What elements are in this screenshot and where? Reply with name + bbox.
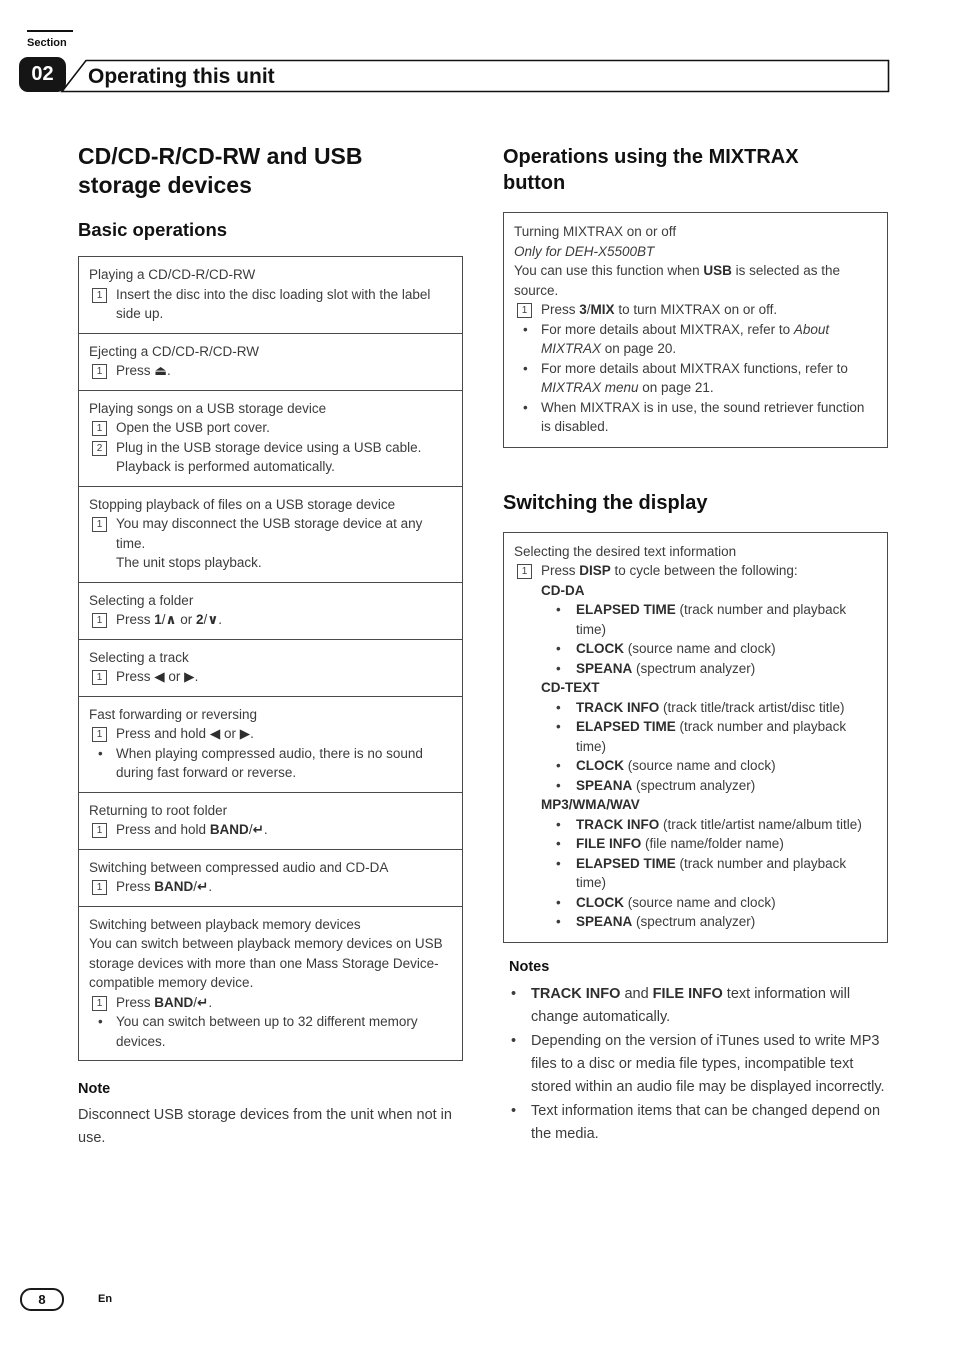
label-line [514, 795, 877, 815]
step-number: 1 [517, 303, 532, 318]
text-segment: Press and hold [116, 726, 210, 741]
text-segment: (track title/track artist/disc title) [659, 699, 845, 715]
text-segment: ⏏ [154, 363, 168, 378]
text-segment: (track title/artist name/album title) [659, 816, 862, 832]
text-segment: 2 [196, 612, 204, 627]
bullet-icon: • [523, 321, 528, 337]
text-segment: 1 [154, 612, 162, 627]
text-segment: . [194, 669, 199, 684]
text-segment: SPEANA [576, 660, 633, 676]
text-segment: Fast forwarding or reversing [89, 706, 258, 722]
text-segment: You may disconnect the USB storage device at any time. [116, 516, 423, 551]
language-label: En [98, 1293, 113, 1305]
text-segment: Selecting the desired text information [514, 543, 737, 559]
text-line [89, 801, 452, 821]
text-segment: CLOCK [576, 758, 624, 773]
text-segment: Press [116, 994, 155, 1010]
text-segment: Depending on the version of iTunes used to write MP3 files to a disc or media file types, incompatible text stored within an audio file may be displayed incorrectly. [531, 1032, 885, 1095]
step-item [89, 610, 452, 630]
text-line [89, 553, 452, 573]
text-segment: / [193, 994, 198, 1010]
bullet-item [514, 776, 877, 796]
text-segment: ◀ [154, 669, 165, 684]
text-segment: (spectrum analyzer) [632, 660, 756, 676]
text-segment: Selecting a track [89, 649, 189, 665]
text-line [514, 222, 877, 242]
text-segment: (track number and playback time) [576, 719, 847, 754]
text-segment: (spectrum analyzer) [632, 914, 756, 929]
step-item [89, 514, 452, 553]
text-segment: MP3/WMA/WAV [541, 797, 640, 812]
text-segment: / [586, 302, 591, 317]
content [78, 142, 888, 1150]
text-segment: CLOCK [576, 894, 624, 910]
text-segment: (source name and clock) [624, 758, 776, 773]
text-segment: and [620, 985, 653, 1002]
step-number: 1 [92, 421, 107, 436]
text-line [89, 648, 452, 668]
bullet-icon: • [523, 360, 528, 376]
step-item [89, 724, 452, 744]
bullet-item [514, 815, 877, 835]
bullet-item [514, 639, 877, 659]
text-line [89, 495, 452, 515]
mixtrax-box [503, 212, 888, 448]
text-segment: (source name and clock) [624, 894, 776, 910]
bullet-item [503, 983, 888, 1029]
text-line [89, 457, 452, 477]
text-segment: Open the USB port cover. [116, 420, 270, 435]
box-section [79, 333, 462, 390]
mixtrax-heading: Operations using the MIXTRAX button [503, 146, 799, 194]
step-item [89, 993, 452, 1013]
text-segment: Press [116, 363, 155, 378]
bullet-icon: • [511, 985, 517, 1002]
step-item [514, 561, 877, 581]
text-segment: (spectrum analyzer) [632, 777, 756, 793]
step-item [89, 418, 452, 438]
text-segment: (source name and clock) [624, 641, 776, 656]
text-segment: ▶ [184, 669, 195, 684]
text-segment: Turning MIXTRAX on or off [514, 224, 677, 239]
text-segment: FILE INFO [576, 836, 642, 851]
text-segment: (file name/folder name) [641, 836, 784, 851]
bullet-icon: • [556, 660, 561, 676]
step-number: 1 [92, 727, 107, 742]
text-segment: (track number and playback time) [576, 855, 847, 890]
bullet-icon: • [556, 855, 561, 871]
text-segment: ▶ [239, 726, 251, 741]
text-segment: Plug in the USB storage device using a USB cable. [116, 439, 422, 455]
bullet-item [514, 659, 877, 679]
text-line [89, 934, 452, 993]
box-section [79, 390, 462, 486]
label-line [514, 581, 877, 601]
text-segment: FILE INFO [652, 985, 723, 1002]
bullet-icon: • [556, 641, 561, 656]
bullet-icon: • [556, 777, 561, 793]
section-number-badge: 02 [19, 57, 66, 92]
bullet-icon: • [511, 1102, 517, 1119]
basic-operations-heading: Basic operations [78, 219, 228, 240]
text-segment: Playback is performed automatically. [116, 459, 335, 474]
step-item [89, 667, 452, 687]
note-heading: Note [78, 1081, 111, 1097]
notes-list [503, 983, 888, 1146]
box-section [79, 792, 462, 849]
text-segment: . [250, 726, 254, 741]
bullet-item [514, 600, 877, 639]
bullet-item [89, 1012, 452, 1051]
text-segment: or [164, 669, 185, 684]
right-column [503, 142, 888, 1150]
text-segment: ELAPSED TIME [576, 719, 676, 734]
text-line [89, 591, 452, 611]
text-segment: / [161, 612, 166, 627]
text-segment: Playing a CD/CD-R/CD-RW [89, 267, 256, 282]
text-line [89, 265, 452, 285]
text-line [514, 261, 877, 300]
text-segment: For more details about MIXTRAX functions, refer to [541, 360, 848, 376]
text-segment: (track number and playback time) [576, 602, 847, 637]
bullet-icon: • [556, 816, 561, 832]
text-segment: TRACK INFO [531, 985, 621, 1002]
text-segment: ↵ [197, 994, 209, 1010]
left-column [78, 142, 463, 1150]
bullet-item [89, 744, 452, 783]
chapter-heading: CD/CD-R/CD-RW and USB storage devices [78, 143, 363, 198]
text-segment: BAND [154, 879, 194, 894]
section-label: Section [27, 37, 67, 49]
text-line [89, 399, 452, 419]
bullet-icon: • [556, 719, 561, 734]
text-segment: Text information items that can be changed depend on the media. [531, 1102, 881, 1142]
step-item [89, 820, 452, 840]
text-segment: to cycle between the following: [610, 563, 798, 578]
text-segment: . [218, 612, 223, 627]
text-segment: Switching between playback memory devices [89, 916, 361, 932]
bullet-item [514, 320, 877, 359]
step-item [89, 438, 452, 458]
bullet-icon: • [98, 1014, 103, 1029]
step-number: 1 [517, 564, 532, 579]
box-section [79, 582, 462, 639]
notes-heading: Notes [509, 958, 550, 975]
text-segment: or [176, 612, 197, 627]
text-segment: CLOCK [576, 641, 624, 656]
step-item [89, 361, 452, 381]
text-segment: MIXTRAX menu [541, 380, 639, 395]
text-segment: ∧ [165, 612, 177, 627]
text-segment: . [167, 363, 171, 378]
text-segment: Press [116, 879, 155, 894]
text-segment: BAND [209, 822, 249, 837]
text-segment: Stopping playback of files on a USB storage device [89, 496, 396, 512]
text-segment: CD-TEXT [541, 680, 600, 695]
text-segment: DISP [579, 563, 611, 578]
bullet-icon: • [556, 602, 561, 617]
step-item [514, 300, 877, 320]
box-section [79, 486, 462, 582]
bullet-icon: • [556, 758, 561, 773]
text-segment: or [220, 726, 240, 741]
bullet-icon: • [556, 699, 561, 715]
text-segment: Switching between compressed audio and CD-DA [89, 859, 389, 875]
bullet-item [514, 854, 877, 893]
step-number: 1 [92, 288, 107, 303]
text-segment: ◀ [209, 726, 221, 741]
text-segment: on page 21. [638, 380, 714, 395]
text-segment: Playing songs on a USB storage device [89, 400, 327, 416]
bullet-item [514, 834, 877, 854]
bullet-icon: • [98, 745, 103, 761]
bullet-item [514, 698, 877, 718]
text-segment: ELAPSED TIME [576, 602, 676, 617]
text-segment: Insert the disc into the disc loading slot with the label side up. [116, 286, 431, 321]
step-number: 1 [92, 823, 107, 838]
bullet-item [514, 756, 877, 776]
text-line [89, 342, 452, 362]
step-number: 1 [92, 364, 107, 379]
bullet-item [514, 359, 877, 398]
text-segment: / [248, 822, 253, 837]
text-segment: The unit stops playback. [116, 555, 262, 570]
text-segment: Press [541, 563, 580, 578]
box-section [79, 696, 462, 792]
bullet-icon: • [523, 399, 528, 415]
text-segment: text information will change automatically. [531, 985, 851, 1025]
step-number: 1 [92, 880, 107, 895]
text-segment: Selecting a folder [89, 592, 194, 608]
page-number: 8 [20, 1288, 64, 1311]
page-title: Operating this unit [88, 65, 275, 88]
box-section [79, 906, 462, 1061]
step-item [89, 877, 452, 897]
text-segment: You can switch between playback memory devices on USB storage devices with more than one Mass Storage Device-compatible memory device. [89, 936, 443, 990]
text-line [514, 242, 877, 262]
step-number: 1 [92, 613, 107, 628]
text-segment: . [208, 994, 213, 1010]
box-section [79, 639, 462, 696]
bullet-icon: • [511, 1032, 517, 1049]
text-segment: When MIXTRAX is in use, the sound retriever function is disabled. [541, 399, 865, 434]
bullet-item [514, 893, 877, 913]
text-segment: Press [116, 669, 155, 684]
text-segment: TRACK INFO [576, 699, 660, 715]
text-segment: Press [541, 302, 580, 317]
text-segment: SPEANA [576, 914, 633, 929]
display-heading: Switching the display [503, 491, 708, 514]
step-number: 1 [92, 996, 107, 1011]
text-segment: ↵ [252, 822, 264, 837]
text-segment: / [193, 879, 198, 894]
text-segment: / [203, 612, 208, 627]
text-segment: ↵ [197, 879, 209, 894]
note-text: Disconnect USB storage devices from the unit when not in use. [78, 1107, 452, 1146]
text-segment: CD-DA [541, 582, 585, 598]
text-segment: Returning to root folder [89, 802, 228, 818]
box-section [79, 849, 462, 906]
text-segment: Press and hold [116, 822, 210, 837]
text-segment: USB [703, 263, 732, 278]
text-segment: TRACK INFO [576, 816, 660, 832]
text-segment: . [208, 879, 213, 894]
step-number: 1 [92, 670, 107, 685]
bullet-icon: • [556, 914, 561, 929]
step-number: 1 [92, 517, 107, 532]
box-section [79, 257, 462, 333]
bullet-icon: • [556, 836, 561, 851]
text-segment: ∨ [207, 612, 219, 627]
text-segment: 3 [579, 302, 587, 317]
text-line [89, 858, 452, 878]
display-box [503, 532, 888, 943]
text-segment: on page 20. [601, 341, 677, 356]
text-segment: When playing compressed audio, there is no sound during fast forward or reverse. [116, 745, 423, 780]
text-segment: For more details about MIXTRAX, refer to [541, 321, 794, 337]
text-segment: Ejecting a CD/CD-R/CD-RW [89, 343, 260, 359]
text-segment: About MIXTRAX [541, 321, 830, 356]
text-segment: is selected as the source. [514, 263, 840, 298]
bullet-item [514, 717, 877, 756]
text-segment: SPEANA [576, 777, 633, 793]
text-segment: ELAPSED TIME [576, 855, 676, 871]
bullet-item [514, 912, 877, 932]
bullet-item [503, 1100, 888, 1146]
text-segment: Only for DEH-X5500BT [514, 243, 655, 259]
basic-operations-box [78, 256, 463, 1061]
step-number: 2 [92, 441, 107, 456]
text-segment: BAND [154, 994, 194, 1010]
step-item [89, 285, 452, 324]
bullet-icon: • [556, 894, 561, 910]
bullet-item [514, 398, 877, 437]
text-segment: to turn MIXTRAX on or off. [614, 302, 778, 317]
text-segment: MIX [590, 302, 615, 317]
bullet-item [503, 1030, 888, 1099]
text-line [89, 915, 452, 935]
text-segment: Press [116, 612, 155, 627]
text-line [89, 705, 452, 725]
text-line [514, 542, 877, 562]
text-segment: You can switch between up to 32 different memory devices. [116, 1014, 418, 1049]
text-segment: You can use this function when [514, 263, 704, 278]
text-segment: . [263, 822, 268, 837]
label-line [514, 678, 877, 698]
